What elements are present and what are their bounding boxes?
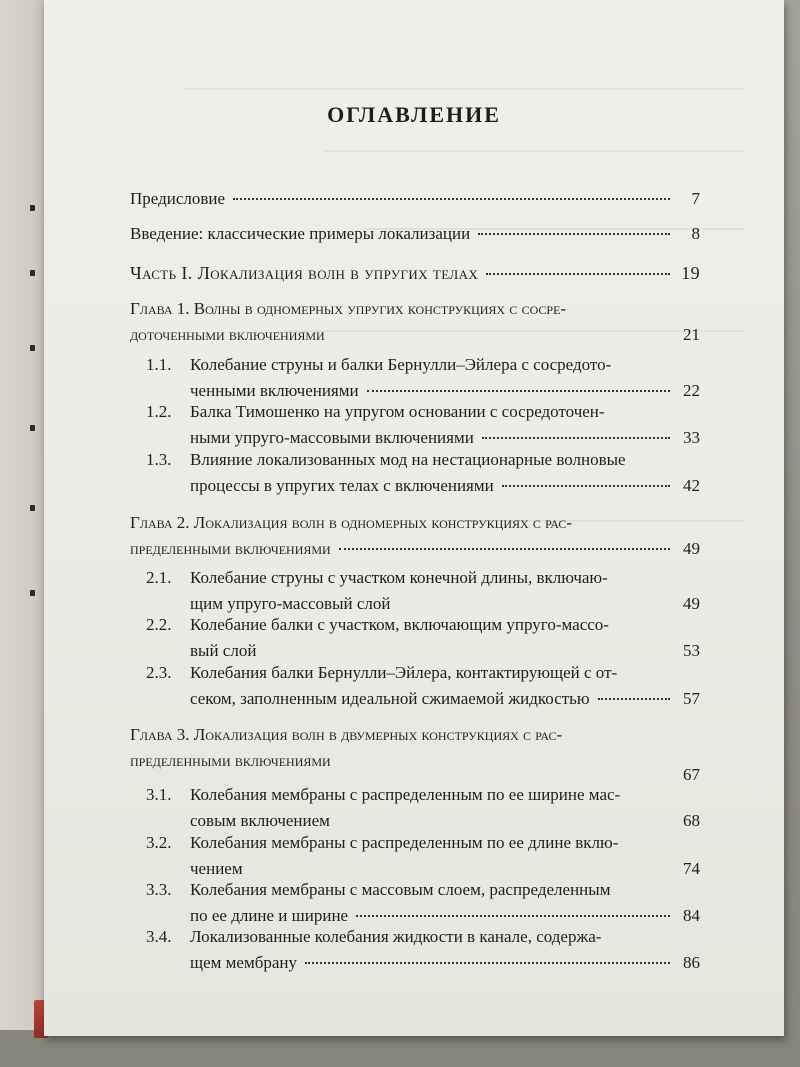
toc-entry-chapter-2[interactable] [130, 510, 700, 562]
section-title-line-2: секом, заполненным идеальной сжимаемой жидкостью [190, 689, 590, 708]
section-number: 2.1. [146, 568, 172, 587]
section-title-line-1: Колебания мембраны с массовым слоем, распределенным [190, 880, 611, 899]
book-cover-edge [0, 0, 48, 1030]
section-title-line-1: Колебание струны с участком конечной длины, включаю- [190, 568, 608, 587]
chapter-title-line-1: Глава 3. Локализация волн в двумерных конструкциях с рас- [130, 725, 563, 744]
page-title: ОГЛАВЛЕНИЕ [327, 102, 501, 127]
toc-entry-section-1-1[interactable] [146, 352, 700, 404]
section-title-line-1: Колебания мембраны с распределенным по ее ширине мас- [190, 785, 621, 804]
section-number: 1.1. [146, 355, 172, 374]
page-number: 19 [681, 263, 700, 283]
section-title-line-1: Колебание струны и балки Бернулли–Эйлера с сосредото- [190, 355, 612, 374]
chapter-title-line-2: пределенными включениями [130, 751, 331, 770]
section-title-line-2: чением [190, 859, 243, 878]
page-number: 42 [683, 476, 700, 495]
section-title-line-2: ченными включениями [190, 381, 359, 400]
toc-entry-section-3-4[interactable] [146, 924, 700, 976]
section-number: 2.2. [146, 615, 172, 634]
section-title-line-2: по ее длине и ширине [190, 906, 349, 925]
toc-entry-preface[interactable] [130, 186, 700, 212]
entry-label: Введение: классические примеры локализации [130, 224, 471, 243]
page-number: 33 [683, 428, 700, 447]
section-title-line-1: Локализованные колебания жидкости в канале, содержа- [190, 927, 602, 946]
toc-entry-section-2-3[interactable] [146, 660, 700, 712]
section-number: 3.2. [146, 833, 172, 852]
chapter-title-line-2: доточенными включениями [130, 325, 325, 344]
section-title-line-2: ными упруго-массовыми включениями [190, 428, 474, 447]
page-number: 8 [691, 224, 700, 243]
section-title-line-2: щим упруго-массовый слой [190, 594, 391, 613]
page-number: 49 [683, 594, 700, 613]
section-number: 1.3. [146, 450, 172, 469]
page-number: 7 [691, 189, 700, 208]
page-number: 84 [683, 906, 700, 925]
page-number: 68 [683, 811, 700, 830]
section-title-line-1: Колебания мембраны с распределенным по ее длине вклю- [190, 833, 619, 852]
page-number: 57 [683, 689, 700, 708]
chapter-title-line-2: пределенными включениями [130, 539, 331, 558]
book-page [44, 0, 784, 1036]
section-number: 1.2. [146, 402, 172, 421]
toc-entry-section-1-2[interactable] [146, 399, 700, 451]
section-title-line-2: процессы в упругих телах с включениями [190, 476, 494, 495]
section-title-line-1: Влияние локализованных мод на нестационарные волновые [190, 450, 626, 469]
section-title-line-2: щем мембрану [190, 953, 297, 972]
section-title-line-1: Колебания балки Бернулли–Эйлера, контактирующей с от- [190, 663, 618, 682]
toc-entry-chapter-1[interactable] [130, 296, 700, 348]
page-number: 67 [683, 765, 700, 784]
chapter-title-line-1: Глава 1. Волны в одномерных упругих конструкциях с сосре- [130, 299, 567, 318]
page-number: 22 [683, 381, 700, 400]
toc-entry-part-1[interactable] [130, 260, 700, 286]
page-number: 86 [683, 953, 700, 972]
chapter-title-line-1: Глава 2. Локализация волн в одномерных конструкциях с рас- [130, 513, 573, 532]
section-title-line-2: вый слой [190, 641, 257, 660]
toc-entry-chapter-3[interactable] [130, 722, 700, 784]
toc-entry-section-1-3[interactable] [146, 447, 700, 499]
page-number: 74 [683, 859, 700, 878]
page-number: 53 [683, 641, 700, 660]
section-number: 3.4. [146, 927, 172, 946]
section-number: 3.1. [146, 785, 172, 804]
entry-label: Часть I. Локализация волн в упругих телах [130, 263, 479, 283]
toc-entry-section-2-2[interactable] [146, 612, 700, 664]
toc-entry-section-3-2[interactable] [146, 830, 700, 882]
entry-label: Предисловие [130, 189, 226, 208]
section-title-line-1: Колебание балки с участком, включающим упруго-массо- [190, 615, 609, 634]
section-title-line-2: совым включением [190, 811, 330, 830]
section-number: 3.3. [146, 880, 172, 899]
toc-entry-introduction[interactable] [130, 221, 700, 247]
toc-entry-section-3-3[interactable] [146, 877, 700, 929]
section-number: 2.3. [146, 663, 172, 682]
page-number: 49 [683, 539, 700, 558]
section-title-line-1: Балка Тимошенко на упругом основании с сосредоточен- [190, 402, 605, 421]
toc-entry-section-3-1[interactable] [146, 782, 700, 834]
toc-entry-section-2-1[interactable] [146, 565, 700, 617]
page-number: 21 [683, 325, 700, 344]
